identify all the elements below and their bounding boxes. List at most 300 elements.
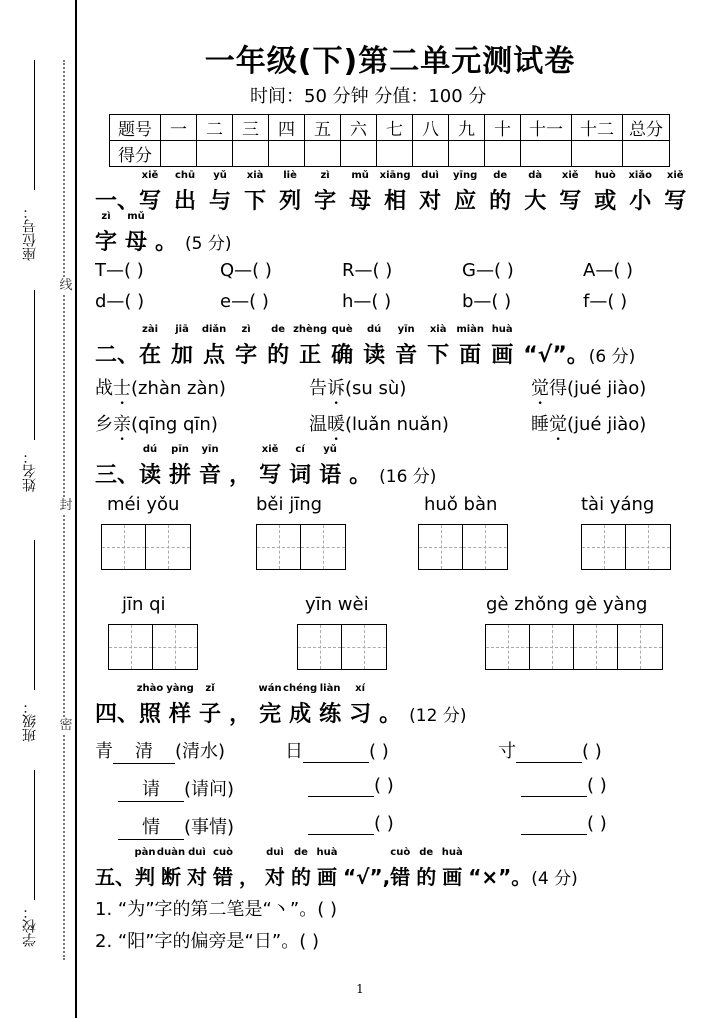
pinyin: cuò [213, 847, 233, 858]
pinyin: de [493, 170, 508, 181]
writing-grid[interactable] [256, 524, 346, 570]
hanzi: 语 [319, 463, 342, 488]
ruby-char [416, 847, 437, 890]
ruby-char [314, 170, 337, 215]
pinyin: duì [188, 847, 206, 858]
char: 温 [309, 414, 327, 435]
pinyin: xiāng [379, 170, 411, 181]
ruby-char [363, 324, 386, 369]
ruby-char [395, 324, 418, 369]
hanzi: 字 [95, 230, 118, 255]
answer-blank[interactable] [516, 741, 582, 763]
writing-grid[interactable] [297, 624, 387, 670]
ruby-char [379, 170, 411, 215]
ruby-char [199, 444, 222, 489]
ruby-char [199, 683, 222, 728]
pinyin-word: huǒ bàn [424, 494, 498, 515]
ruby-char [213, 847, 233, 890]
hanzi: ， [239, 865, 259, 889]
example-word: (请问) [184, 779, 235, 800]
section-number: 四、 [95, 702, 140, 727]
letter-item[interactable]: G—( ) [462, 260, 514, 281]
pinyin-word: méi yǒu [107, 494, 180, 515]
hanzi: 子 [199, 702, 222, 727]
hanzi: 习 [349, 702, 372, 727]
example-fill: 清 [113, 737, 175, 764]
ruby-char [441, 847, 463, 890]
table-cell: 七 [377, 115, 413, 141]
options: (su sù) [345, 378, 407, 399]
section-number: 一、 [95, 189, 140, 214]
pinyin: xiǎo [628, 170, 652, 181]
pinyin: yàng [166, 683, 194, 694]
ruby-char [319, 683, 342, 728]
pinyin-word: jīn qi [122, 594, 166, 615]
section-score: (5 分) [185, 234, 232, 254]
hanzi: 与 [209, 189, 232, 214]
dotted-char: 诉 [327, 378, 345, 399]
hanzi: 断 [161, 865, 181, 889]
hanzi: 加 [171, 343, 194, 368]
section-score: (4 分) [531, 869, 578, 889]
pinyin: zhào [136, 683, 164, 694]
ruby-char [293, 324, 328, 369]
pinyin: què [331, 324, 353, 335]
ruby-char [169, 444, 192, 489]
seat-label: 座位号： [22, 205, 38, 261]
ruby-char [139, 444, 162, 489]
hanzi: 的 [291, 865, 311, 889]
choice-item[interactable] [95, 374, 226, 409]
name-label: 姓名： [22, 450, 38, 492]
pinyin: huà [441, 847, 463, 858]
pinyin: jiā [175, 324, 189, 335]
section-score: (16 分) [379, 467, 437, 487]
options: (qīng qīn) [131, 414, 218, 435]
section-1-heading [95, 170, 699, 215]
hanzi: 音 [199, 463, 222, 488]
section-2-chars [139, 324, 523, 368]
seal-mark: 密 [59, 718, 73, 733]
hanzi: 读 [363, 343, 386, 368]
exercise-row [521, 813, 607, 835]
pinyin: huà [491, 324, 513, 335]
ruby-char [187, 847, 207, 890]
letter-item[interactable]: T—( ) [95, 260, 144, 281]
ruby-char [139, 324, 162, 369]
table-cell: 四 [269, 115, 305, 141]
ruby-char [235, 324, 258, 369]
ruby-char [244, 170, 267, 215]
ruby-char [331, 324, 354, 369]
dotted-char: 暖 [327, 414, 345, 435]
section-3-heading [95, 444, 437, 489]
ruby-char [156, 847, 186, 890]
hanzi: ， [229, 463, 252, 488]
section-1-heading-cont [95, 211, 232, 256]
example-word: (清水) [175, 741, 226, 762]
pinyin: yīng [453, 170, 478, 181]
choice-item[interactable] [531, 374, 646, 409]
check-mark-text: “√”, [343, 865, 391, 889]
judge-question-2[interactable]: 2. “阳”字的偏旁是“日”。( ) [95, 931, 319, 952]
seal-mark: 线 [59, 278, 73, 293]
hanzi: 大 [524, 189, 547, 214]
section-number: 五、 [95, 865, 135, 889]
answer-blank[interactable] [308, 813, 374, 835]
score-cell[interactable] [521, 141, 572, 167]
hanzi: 在 [139, 343, 162, 368]
hanzi: 写 [664, 189, 687, 214]
ruby-char [427, 324, 450, 369]
score-cell[interactable] [305, 141, 341, 167]
ruby-char [319, 444, 342, 489]
hanzi: 读 [139, 463, 162, 488]
hanzi: 练 [319, 702, 342, 727]
ruby-char [559, 170, 582, 215]
pinyin: diǎn [201, 324, 227, 335]
hanzi: 确 [331, 343, 354, 368]
hanzi: 正 [299, 343, 322, 368]
example-fill: 情 [118, 813, 184, 840]
pinyin: dú [366, 324, 382, 335]
pinyin: zì [320, 170, 330, 181]
hanzi: 判 [135, 865, 155, 889]
school-label: 学校： [22, 905, 38, 947]
choice-item[interactable] [95, 410, 218, 445]
options: (jué jiào) [567, 414, 647, 435]
hanzi: 点 [203, 343, 226, 368]
section-1-chars [139, 170, 699, 214]
dotted-char: 觉 [549, 414, 567, 435]
ruby-char [291, 847, 311, 890]
pinyin: huà [316, 847, 338, 858]
ruby-char [316, 847, 338, 890]
hanzi: 的 [489, 189, 512, 214]
hanzi: 母 [349, 189, 372, 214]
score-cell[interactable] [413, 141, 449, 167]
answer-paren[interactable]: ( ) [587, 775, 607, 796]
pinyin: xià [246, 170, 264, 181]
hanzi: 。 [349, 463, 372, 488]
options: (zhàn zàn) [131, 378, 226, 399]
score-cell[interactable] [377, 141, 413, 167]
score-cell[interactable] [161, 141, 197, 167]
ruby-char [419, 170, 442, 215]
hanzi: 的 [267, 343, 290, 368]
hanzi: 或 [594, 189, 617, 214]
letter-row-1 [95, 260, 144, 281]
options: 得(jué jiào) [549, 378, 647, 399]
base-char: 青 [95, 741, 113, 762]
page-number: 1 [356, 982, 364, 996]
hanzi: 面 [459, 343, 482, 368]
answer-paren[interactable]: ( ) [582, 741, 602, 762]
section-2-heading [95, 324, 636, 369]
pinyin: zì [241, 324, 251, 335]
options: (luǎn nuǎn) [345, 414, 449, 435]
base-char: 日 [285, 741, 303, 762]
section-4-chars [136, 683, 409, 727]
ruby-char [95, 211, 118, 256]
table-cell: 八 [413, 115, 449, 141]
pinyin: de [271, 324, 286, 335]
section-4-heading [95, 683, 467, 728]
hanzi: ， [229, 702, 252, 727]
char: 告 [309, 378, 327, 399]
section-5-chars2 [390, 847, 468, 889]
ruby-char [279, 170, 302, 215]
ruby-char [491, 324, 514, 369]
score-cell[interactable] [197, 141, 233, 167]
ruby-char [283, 683, 318, 728]
answer-paren[interactable]: ( ) [374, 775, 394, 796]
pinyin: cuò [390, 847, 411, 858]
pinyin: huò [594, 170, 616, 181]
char: 战 [95, 378, 113, 399]
exercise-row [308, 813, 394, 835]
class-blank[interactable] [34, 540, 35, 690]
dotted-char: 觉 [531, 378, 549, 399]
answer-blank[interactable] [521, 775, 587, 797]
exam-info: 时间：50 分钟 分值：100 分 [250, 86, 487, 107]
hanzi: 对 [187, 865, 207, 889]
answer-blank[interactable] [521, 813, 587, 835]
exercise-row [285, 737, 389, 763]
pinyin: xiě [261, 444, 279, 455]
pinyin: duì [421, 170, 439, 181]
ruby-char [289, 444, 312, 489]
hanzi: 应 [454, 189, 477, 214]
ruby-char [229, 697, 251, 728]
writing-grid[interactable] [581, 524, 671, 570]
writing-grid[interactable] [101, 524, 191, 570]
cross-mark-text: “×”。 [468, 865, 532, 889]
pinyin: zǐ [205, 683, 215, 694]
hanzi: 写 [259, 463, 282, 488]
hanzi: 小 [629, 189, 652, 214]
pinyin: pàn [134, 847, 156, 858]
pinyin: liàn [319, 683, 341, 694]
hanzi: 写 [139, 189, 162, 214]
ruby-char [628, 170, 652, 215]
hanzi: 对 [419, 189, 442, 214]
score-cell[interactable] [572, 141, 623, 167]
pinyin: yīn [397, 324, 415, 335]
hanzi: 对 [265, 865, 285, 889]
hanzi: 成 [289, 702, 312, 727]
choice-item[interactable] [309, 410, 449, 445]
hanzi: 。 [155, 230, 178, 255]
class-label: 班级： [22, 700, 38, 742]
table-cell: 九 [449, 115, 485, 141]
ruby-char [390, 847, 411, 890]
ruby-char [134, 847, 156, 890]
section-number: 二、 [95, 343, 140, 368]
pinyin-word: běi jīng [256, 494, 323, 515]
answer-paren[interactable]: ( ) [374, 813, 394, 834]
score-cell[interactable] [485, 141, 521, 167]
ruby-char [209, 170, 232, 215]
pinyin: zài [142, 324, 159, 335]
hanzi: 拼 [169, 463, 192, 488]
ruby-char [379, 697, 401, 728]
table-cell: 三 [233, 115, 269, 141]
hanzi: 的 [416, 865, 437, 889]
answer-blank[interactable] [303, 741, 369, 763]
section-score: (12 分) [409, 706, 467, 726]
letter-item[interactable]: R—( ) [342, 260, 393, 281]
ruby-char [349, 458, 371, 489]
letter-item[interactable]: h—( ) [342, 291, 392, 312]
pinyin-word: tài yáng [581, 494, 655, 515]
ruby-char [136, 683, 164, 728]
base-char: 寸 [498, 741, 516, 762]
table-cell: 五 [305, 115, 341, 141]
pinyin: duì [266, 847, 284, 858]
ruby-char [489, 170, 512, 215]
hanzi: 。 [379, 702, 402, 727]
seal-mark: 封 [59, 498, 73, 513]
hanzi: 下 [244, 189, 267, 214]
pinyin: xiě [141, 170, 159, 181]
hanzi: 字 [235, 343, 258, 368]
hanzi: 样 [169, 702, 192, 727]
writing-grid[interactable] [418, 524, 508, 570]
pinyin: yǔ [213, 170, 227, 181]
pinyin: de [294, 847, 308, 858]
score-cell[interactable] [623, 141, 670, 167]
ruby-char [349, 170, 372, 215]
letter-item[interactable]: Q—( ) [220, 260, 272, 281]
pinyin-word: yīn wèi [305, 594, 369, 615]
ruby-char [174, 170, 197, 215]
letter-item[interactable]: e—( ) [220, 291, 269, 312]
school-blank[interactable] [34, 770, 35, 900]
judge-question-1[interactable]: 1. “为”字的第二笔是“丶”。( ) [95, 899, 337, 920]
section-5-chars [134, 847, 343, 889]
exercise-row [521, 775, 607, 797]
hanzi: 母 [125, 230, 148, 255]
table-cell: 十二 [572, 115, 623, 141]
hanzi: 画 [442, 865, 463, 889]
page-title: 一年级(下)第二单元测试卷 [204, 44, 576, 79]
hanzi: 完 [259, 702, 282, 727]
pinyin: de [419, 847, 434, 858]
exercise-row [308, 775, 394, 797]
pinyin: mǔ [351, 170, 369, 181]
hanzi: 音 [395, 343, 418, 368]
section-5-heading [95, 847, 578, 890]
pinyin: xiě [666, 170, 684, 181]
ruby-char [258, 683, 282, 728]
ruby-char [453, 170, 478, 215]
writing-grid[interactable] [485, 624, 663, 670]
hanzi: 字 [314, 189, 337, 214]
ruby-char [524, 170, 547, 215]
check-mark-text: “√”。 [523, 343, 589, 368]
dotted-char: 士 [113, 378, 131, 399]
letter-item[interactable]: f—( ) [583, 291, 628, 312]
score-table [109, 114, 670, 167]
table-cell: 十一 [521, 115, 572, 141]
choice-item[interactable] [531, 410, 646, 445]
ruby-char [664, 170, 687, 215]
pinyin: mǔ [127, 211, 145, 222]
hanzi: 下 [427, 343, 450, 368]
pinyin: pīn [171, 444, 189, 455]
pinyin: zì [101, 211, 111, 222]
example-row [95, 737, 225, 764]
example-fill: 请 [118, 775, 184, 802]
ruby-char [456, 324, 485, 369]
table-cell: 十 [485, 115, 521, 141]
table-cell: 二 [197, 115, 233, 141]
hanzi: 出 [174, 189, 197, 214]
ruby-char [201, 324, 227, 369]
ruby-char [594, 170, 617, 215]
hanzi: 画 [491, 343, 514, 368]
letter-item[interactable]: A—( ) [583, 260, 634, 281]
answer-blank[interactable] [308, 775, 374, 797]
hanzi: 画 [317, 865, 337, 889]
answer-paren[interactable]: ( ) [369, 741, 389, 762]
score-cell[interactable] [233, 141, 269, 167]
char: 睡 [531, 414, 549, 435]
ruby-char [349, 683, 372, 728]
table-cell: 总分 [623, 115, 670, 141]
seat-blank[interactable] [34, 60, 35, 190]
pinyin: wán [258, 683, 282, 694]
hanzi: 错 [390, 865, 411, 889]
hanzi: 列 [279, 189, 302, 214]
ruby-char [229, 458, 251, 489]
ruby-char [239, 861, 259, 890]
name-blank[interactable] [34, 290, 35, 440]
dotted-char: 亲 [113, 414, 131, 435]
ruby-char [267, 324, 290, 369]
table-cell: 一 [161, 115, 197, 141]
hanzi: 错 [213, 865, 233, 889]
pinyin: dà [528, 170, 543, 181]
score-cell[interactable] [341, 141, 377, 167]
table-cell: 六 [341, 115, 377, 141]
score-cell[interactable] [269, 141, 305, 167]
example-word: (事情) [184, 817, 235, 838]
pinyin: xiě [561, 170, 579, 181]
letter-item[interactable]: b—( ) [462, 291, 512, 312]
score-cell[interactable] [449, 141, 485, 167]
pinyin: cí [295, 444, 305, 455]
answer-paren[interactable]: ( ) [587, 813, 607, 834]
letter-item[interactable]: d—( ) [95, 291, 145, 312]
margin-rule [75, 0, 77, 1018]
pinyin-word: gè zhǒng gè yàng [486, 594, 648, 615]
choice-item[interactable] [309, 374, 406, 409]
section-1-chars2 [95, 211, 185, 255]
section-3-chars [139, 444, 379, 488]
ruby-char [125, 211, 148, 256]
ruby-char [155, 225, 177, 256]
ruby-char [171, 324, 194, 369]
section-score: (6 分) [588, 347, 636, 367]
section-number: 三、 [95, 463, 140, 488]
ruby-char [166, 683, 194, 728]
table-header: 题号 [110, 115, 161, 141]
hanzi: 写 [559, 189, 582, 214]
pinyin: xià [429, 324, 447, 335]
writing-grid[interactable] [108, 624, 198, 670]
